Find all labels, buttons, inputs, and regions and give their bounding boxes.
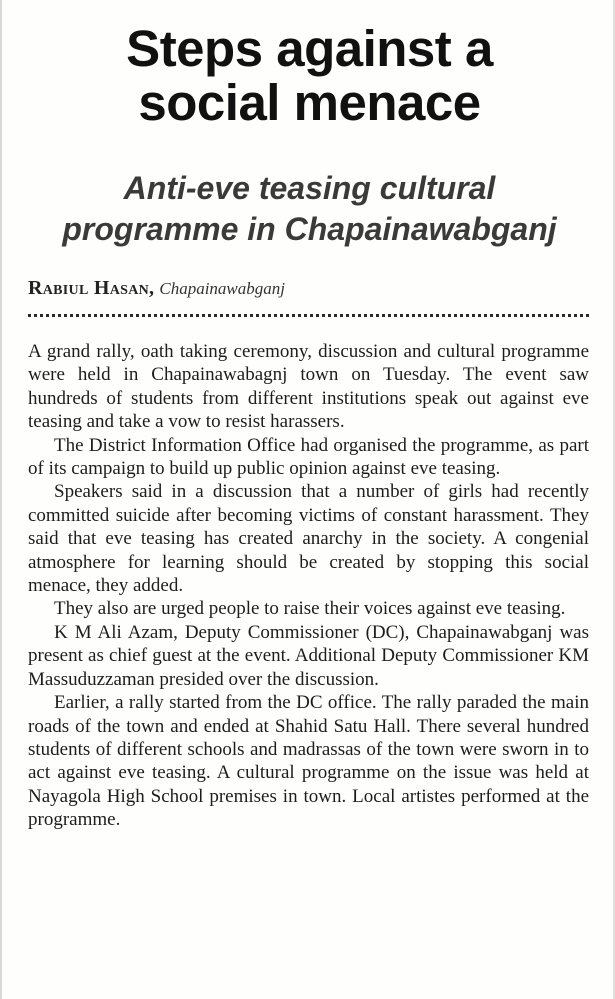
- paragraph-3: Speakers said in a discussion that a number of girls had recently committed suicide after becoming victims of constant harassment. They said that eve teasing has created anarchy in the society. A congenial atmosphere for learning should be created by stopping this social menace, they added.: [28, 481, 589, 597]
- subheadline: [2, 168, 615, 250]
- paragraph-2: The District Information Office had organised the programme, as part of its campaign to build up public opinion against eve teasing.: [28, 434, 589, 480]
- paragraph-4: They also are urged people to raise their voices against eve teasing.: [54, 598, 566, 620]
- subheadline-line-2: programme in Chapainawabganj: [62, 211, 557, 247]
- subheadline-line-1: Anti-eve teasing cultural: [123, 170, 496, 206]
- paragraph-1: A grand rally, oath taking ceremony, discussion and cultural programme were held in Chapainawabagnj town on Tuesday. The event saw hundreds of students from different institutions speak out against eve teasing and take a vow to resist harassers.: [28, 341, 589, 433]
- headline-line-2: social menace: [138, 74, 481, 131]
- headline-line-1: Steps against a: [126, 20, 493, 77]
- dotted-divider: [28, 314, 589, 317]
- article-body: [28, 340, 589, 832]
- headline: [2, 22, 615, 130]
- paragraph-6: Earlier, a rally started from the DC office. The rally paraded the main roads of the town and ended at Shahid Satu Hall. There several hundred students of different schools and madrassas of the town were sworn in to act against eve teasing. A cultural programme on the issue was held at Nayagola High School premises in town. Local artistes performed at the programme.: [28, 692, 589, 831]
- paragraph-5: K M Ali Azam, Deputy Commissioner (DC), Chapainawabganj was present as chief guest at the event. Additional Deputy Commissioner KM Massuduzzaman presided over the discussion.: [28, 621, 589, 690]
- byline: [28, 276, 285, 301]
- byline-author: Rabiul Hasan,: [28, 277, 155, 299]
- byline-location: Chapainawabganj: [159, 279, 285, 298]
